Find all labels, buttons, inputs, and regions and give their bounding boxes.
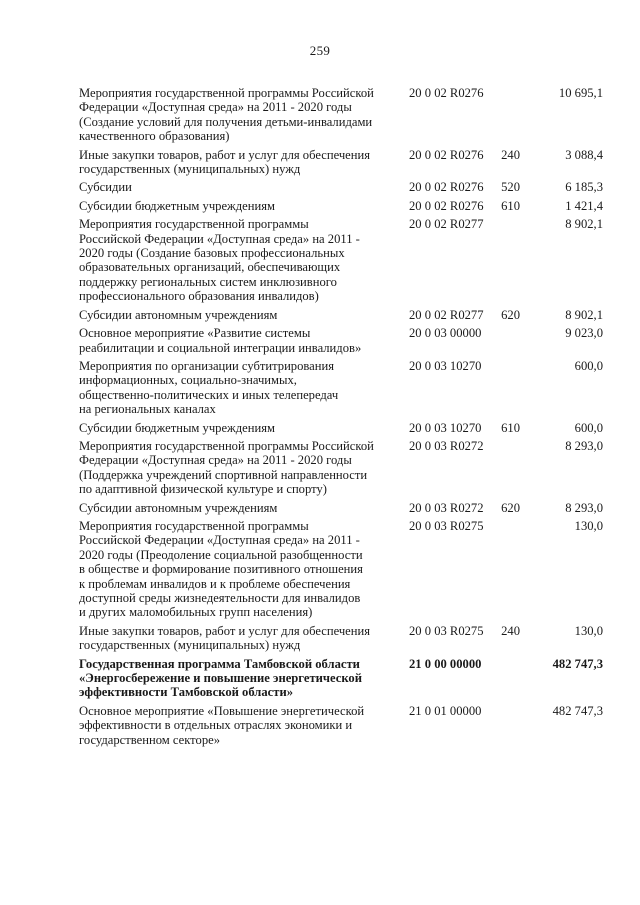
- row-code: 20 0 02 R0276: [409, 147, 484, 162]
- row-code: 20 0 02 R0276: [409, 180, 484, 195]
- row-amount: 10 695,1: [558, 86, 603, 100]
- row-amount: 8 902,1: [565, 217, 603, 232]
- row-name: Основное мероприятие «Повышение энергетической эффективности в отдельных отраслях экономики и государственном секторе»: [79, 703, 365, 747]
- row-code: 20 0 03 R0272: [409, 500, 484, 515]
- row-expense-type: 240: [501, 623, 520, 638]
- row-expense-type: 620: [501, 307, 520, 322]
- table-row: [79, 326, 603, 355]
- row-amount: 9 023,0: [565, 326, 603, 341]
- table-row: [79, 624, 603, 653]
- row-amount: 8 293,0: [565, 438, 603, 453]
- row-code: 20 0 02 R0277: [409, 307, 484, 322]
- row-amount: 130,0: [574, 623, 603, 638]
- row-amount: 130,0: [574, 518, 603, 533]
- row-amount: 8 902,1: [565, 307, 603, 322]
- row-expense-type: 610: [501, 420, 520, 435]
- row-code: 20 0 02 R0277: [409, 217, 484, 232]
- table-row: [79, 421, 603, 435]
- row-name: Субсидии бюджетным учреждениям: [79, 420, 275, 435]
- row-name: Государственная программа Тамбовской области «Энергосбережение и повышение энергетической эффективности Тамбовской области»: [79, 656, 362, 700]
- row-name: Мероприятия государственной программы Российской Федерации «Доступная среда» на 2011 - 2020 годы (Преодоление социальной разобщенности в обществе и формирование позитивного отношения к проблемам инвалидов и к проблеме обеспечения доступной среды жизнедеятельности для инвалидов и других маломобильных групп населения): [79, 518, 363, 620]
- table-row: [79, 86, 603, 144]
- row-name: Субсидии бюджетным учреждениям: [79, 198, 275, 213]
- table-row: [79, 308, 603, 322]
- row-code: 21 0 01 00000: [409, 703, 482, 718]
- page-number: 259: [309, 43, 331, 58]
- row-name: Мероприятия государственной программы Российской Федерации «Доступная среда» на 2011 - 2020 годы (Создание условий для получения детьми-инвалидами качественного образования): [79, 86, 374, 144]
- row-name: Основное мероприятие «Развитие системы реабилитации и социальной интеграции инвалидов»: [79, 326, 362, 355]
- table-row: [79, 199, 603, 213]
- row-name: Иные закупки товаров, работ и услуг для обеспечения государственных (муниципальных) нужд: [79, 623, 371, 653]
- row-name: Мероприятия государственной программы Российской Федерации «Доступная среда» на 2011 - 2020 годы (Создание базовых профессиональных образовательных организаций, обеспечивающих поддержку региональных систем инклюзивного профессионального образования инвалидов): [79, 217, 360, 304]
- row-name: Субсидии автономным учреждениям: [79, 500, 278, 515]
- budget-table: [79, 86, 603, 751]
- table-row: [79, 217, 603, 303]
- table-row: [79, 439, 603, 497]
- row-code: 20 0 03 10270: [409, 420, 482, 435]
- row-expense-type: 240: [501, 147, 520, 162]
- row-expense-type: 520: [501, 180, 520, 195]
- row-code: 20 0 02 R0276: [409, 198, 484, 213]
- row-code: 20 0 03 00000: [409, 326, 482, 341]
- table-row: [79, 657, 603, 700]
- table-row: [79, 359, 603, 417]
- row-expense-type: 610: [501, 198, 520, 213]
- table-row: [79, 501, 603, 515]
- row-code: 20 0 03 R0275: [409, 623, 484, 638]
- row-amount: 600,0: [574, 358, 603, 373]
- row-code: 20 0 03 10270: [409, 358, 482, 373]
- row-code: 20 0 03 R0272: [409, 438, 484, 453]
- row-code: 21 0 00 00000: [409, 656, 482, 671]
- row-amount: 482 747,3: [552, 656, 603, 671]
- row-name: Иные закупки товаров, работ и услуг для обеспечения государственных (муниципальных) нужд: [79, 147, 371, 177]
- row-name: Мероприятия по организации субтитрирования информационных, социально-значимых, общественно-политических и иных телепередач на региональных каналах: [79, 358, 339, 417]
- table-row: [79, 519, 603, 620]
- row-name: Субсидии автономным учреждениям: [79, 307, 278, 322]
- row-amount: 1 421,4: [565, 198, 603, 213]
- row-amount: 600,0: [574, 420, 603, 435]
- table-row: [79, 180, 603, 194]
- table-row: [79, 148, 603, 177]
- row-amount: 8 293,0: [565, 500, 603, 515]
- row-code: 20 0 03 R0275: [409, 518, 484, 533]
- table-row: [79, 704, 603, 747]
- row-name: Мероприятия государственной программы Российской Федерации «Доступная среда» на 2011 - 2020 годы (Поддержка учреждений спортивной направленности по адаптивной физической культуре и спорту): [79, 438, 374, 497]
- row-expense-type: 620: [501, 500, 520, 515]
- row-amount: 3 088,4: [565, 147, 603, 162]
- row-code: 20 0 02 R0276: [409, 86, 484, 100]
- row-amount: 6 185,3: [565, 180, 603, 195]
- row-amount: 482 747,3: [552, 703, 603, 718]
- row-name: Субсидии: [79, 180, 132, 195]
